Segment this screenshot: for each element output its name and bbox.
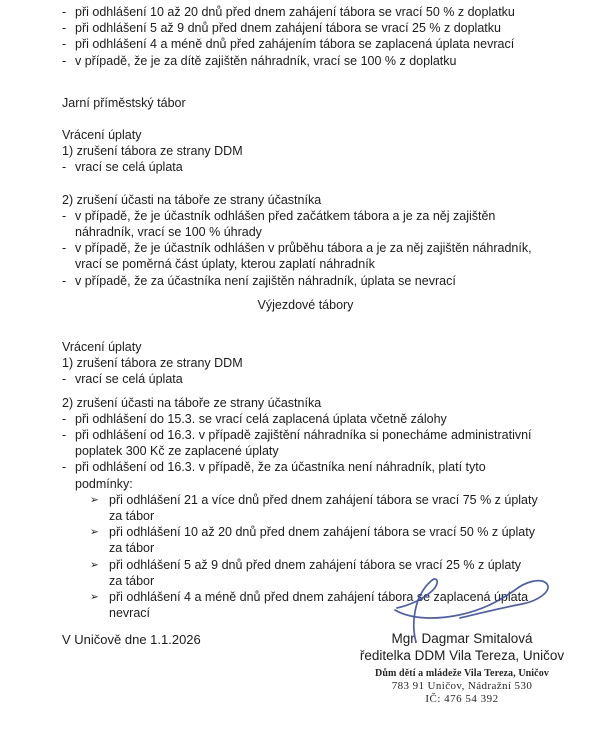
- cancel-by-participant-heading: 2) zrušení účasti na táboře ze strany účastníka: [62, 395, 322, 410]
- condition-line: za tábor: [109, 541, 155, 556]
- list-item: [62, 53, 549, 69]
- condition-text: [109, 524, 549, 556]
- list-item: [62, 36, 549, 52]
- rule-text: při odhlášení 5 až 9 dnů před dnem zahájení tábora se vrací 25 % z doplatku: [75, 21, 501, 36]
- dash-marker: -: [62, 411, 67, 426]
- condition-item: [62, 492, 549, 524]
- section-title-vyjezdove: Výjezdové tábory: [257, 297, 354, 312]
- condition-line: při odhlášení 5 až 9 dnů před dnem zahájení tábora se vrací 25 % z úplaty: [109, 557, 522, 572]
- stamp-company-id: IČ: 476 54 392: [425, 692, 499, 705]
- list-item: [62, 20, 549, 36]
- handwritten-signature: [383, 574, 558, 646]
- dash-marker: -: [62, 21, 67, 36]
- list-item: [62, 208, 549, 240]
- rule-text: při odhlášení 4 a méně dnů před zahájením tábora se zaplacená úplata nevrací: [75, 37, 515, 52]
- stamp-org-name: Dům dětí a mládeže Vila Tereza, Uničov: [375, 667, 549, 679]
- signature-stroke: [397, 579, 437, 642]
- condition-item: [62, 524, 549, 556]
- arrow-marker: ➢: [90, 591, 99, 604]
- refund-heading: Vrácení úplaty: [62, 128, 142, 143]
- cancel-by-participant-heading: 2) zrušení účasti na táboře ze strany účastníka: [62, 192, 322, 207]
- condition-line: za tábor: [109, 509, 155, 524]
- rule-text: v případě, že je účastník odhlášen v průběhu tábora a je za něj zajištěn náhradník, vrací se poměrná část úplaty, kterou zaplatí náhradník: [75, 241, 532, 272]
- condition-line: při odhlášení 4 a méně dnů před dnem zahájení tábora se zaplacená úplata: [109, 590, 529, 605]
- dash-marker: -: [62, 428, 67, 443]
- rule-text: v případě, že za účastníka není zajištěn náhradník, úplata se nevrací: [75, 273, 456, 288]
- arrow-marker: ➢: [90, 493, 99, 506]
- rule-text: při odhlášení 10 až 20 dnů před dnem zahájení tábora se vrací 50 % z doplatku: [75, 5, 515, 19]
- dash-marker: -: [62, 53, 67, 68]
- signer-title: ředitelka DDM Vila Tereza, Uničov: [359, 647, 565, 663]
- rule-text: při odhlášení do 15.3. se vrací celá zaplacená úplata včetně zálohy: [75, 411, 447, 426]
- cancel-by-ddm-heading: 1) zrušení tábora ze strany DDM: [62, 356, 243, 371]
- condition-line: za tábor: [109, 573, 155, 588]
- rule-text: vrací se celá úplata: [75, 160, 183, 175]
- cancel-by-ddm-heading: 1) zrušení tábora ze strany DDM: [62, 144, 243, 159]
- dash-marker: -: [62, 460, 67, 475]
- participant-rules-list: [62, 411, 549, 492]
- rule-text: v případě, že je účastník odhlášen před začátkem tábora a je za něj zajištěn náhradník, vrací se 100 % úhrady: [75, 208, 496, 240]
- list-item: [62, 411, 549, 427]
- condition-text: [109, 492, 549, 524]
- list-item: [62, 240, 549, 272]
- arrow-marker: ➢: [90, 558, 99, 571]
- list-item: [62, 4, 549, 20]
- arrow-marker: ➢: [90, 526, 99, 539]
- stamp-address: 783 91 Uničov, Nádražní 530: [391, 679, 533, 692]
- rule-text: v případě, že je za dítě zajištěn náhradník, vrací se 100 % z doplatku: [75, 53, 457, 68]
- list-item: [62, 371, 549, 387]
- section-title-jarni: Jarní příměstský tábor: [62, 95, 186, 110]
- dash-marker: -: [62, 372, 67, 387]
- dash-marker: -: [62, 273, 67, 288]
- dash-marker: -: [62, 160, 67, 175]
- list-item: [62, 273, 549, 289]
- dash-marker: -: [62, 37, 67, 52]
- dash-marker: -: [62, 241, 67, 256]
- participant-rules-list: [62, 208, 549, 289]
- top-rules-list: [62, 4, 549, 69]
- organization-stamp: [332, 667, 592, 706]
- list-item: [62, 459, 549, 491]
- condition-line: nevrací: [109, 606, 150, 621]
- rule-text: při odhlášení od 16.3. v případě, že za účastníka není náhradník, platí tyto podmínky:: [75, 460, 486, 491]
- dash-marker: -: [62, 208, 67, 223]
- signer-name: Mgr. Dagmar Smitalová: [391, 630, 533, 646]
- condition-line: při odhlášení 21 a více dnů před dnem zahájení tábora se vrací 75 % z úplaty: [109, 492, 538, 507]
- dash-marker: -: [62, 5, 67, 19]
- refund-heading: Vrácení úplaty: [62, 340, 142, 355]
- place-date: V Uničově dne 1.1.2026: [62, 631, 201, 647]
- list-item: [62, 427, 549, 459]
- rule-text: vrací se celá úplata: [75, 372, 183, 387]
- list-item: [62, 159, 549, 175]
- condition-line: při odhlášení 10 až 20 dnů před dnem zahájení tábora se vrací 50 % z úplaty: [109, 525, 535, 540]
- rule-text: při odhlášení od 16.3. v případě zajištění náhradníka si ponecháme administrativní poplatek 300 Kč ze zaplacené úplaty: [75, 428, 532, 459]
